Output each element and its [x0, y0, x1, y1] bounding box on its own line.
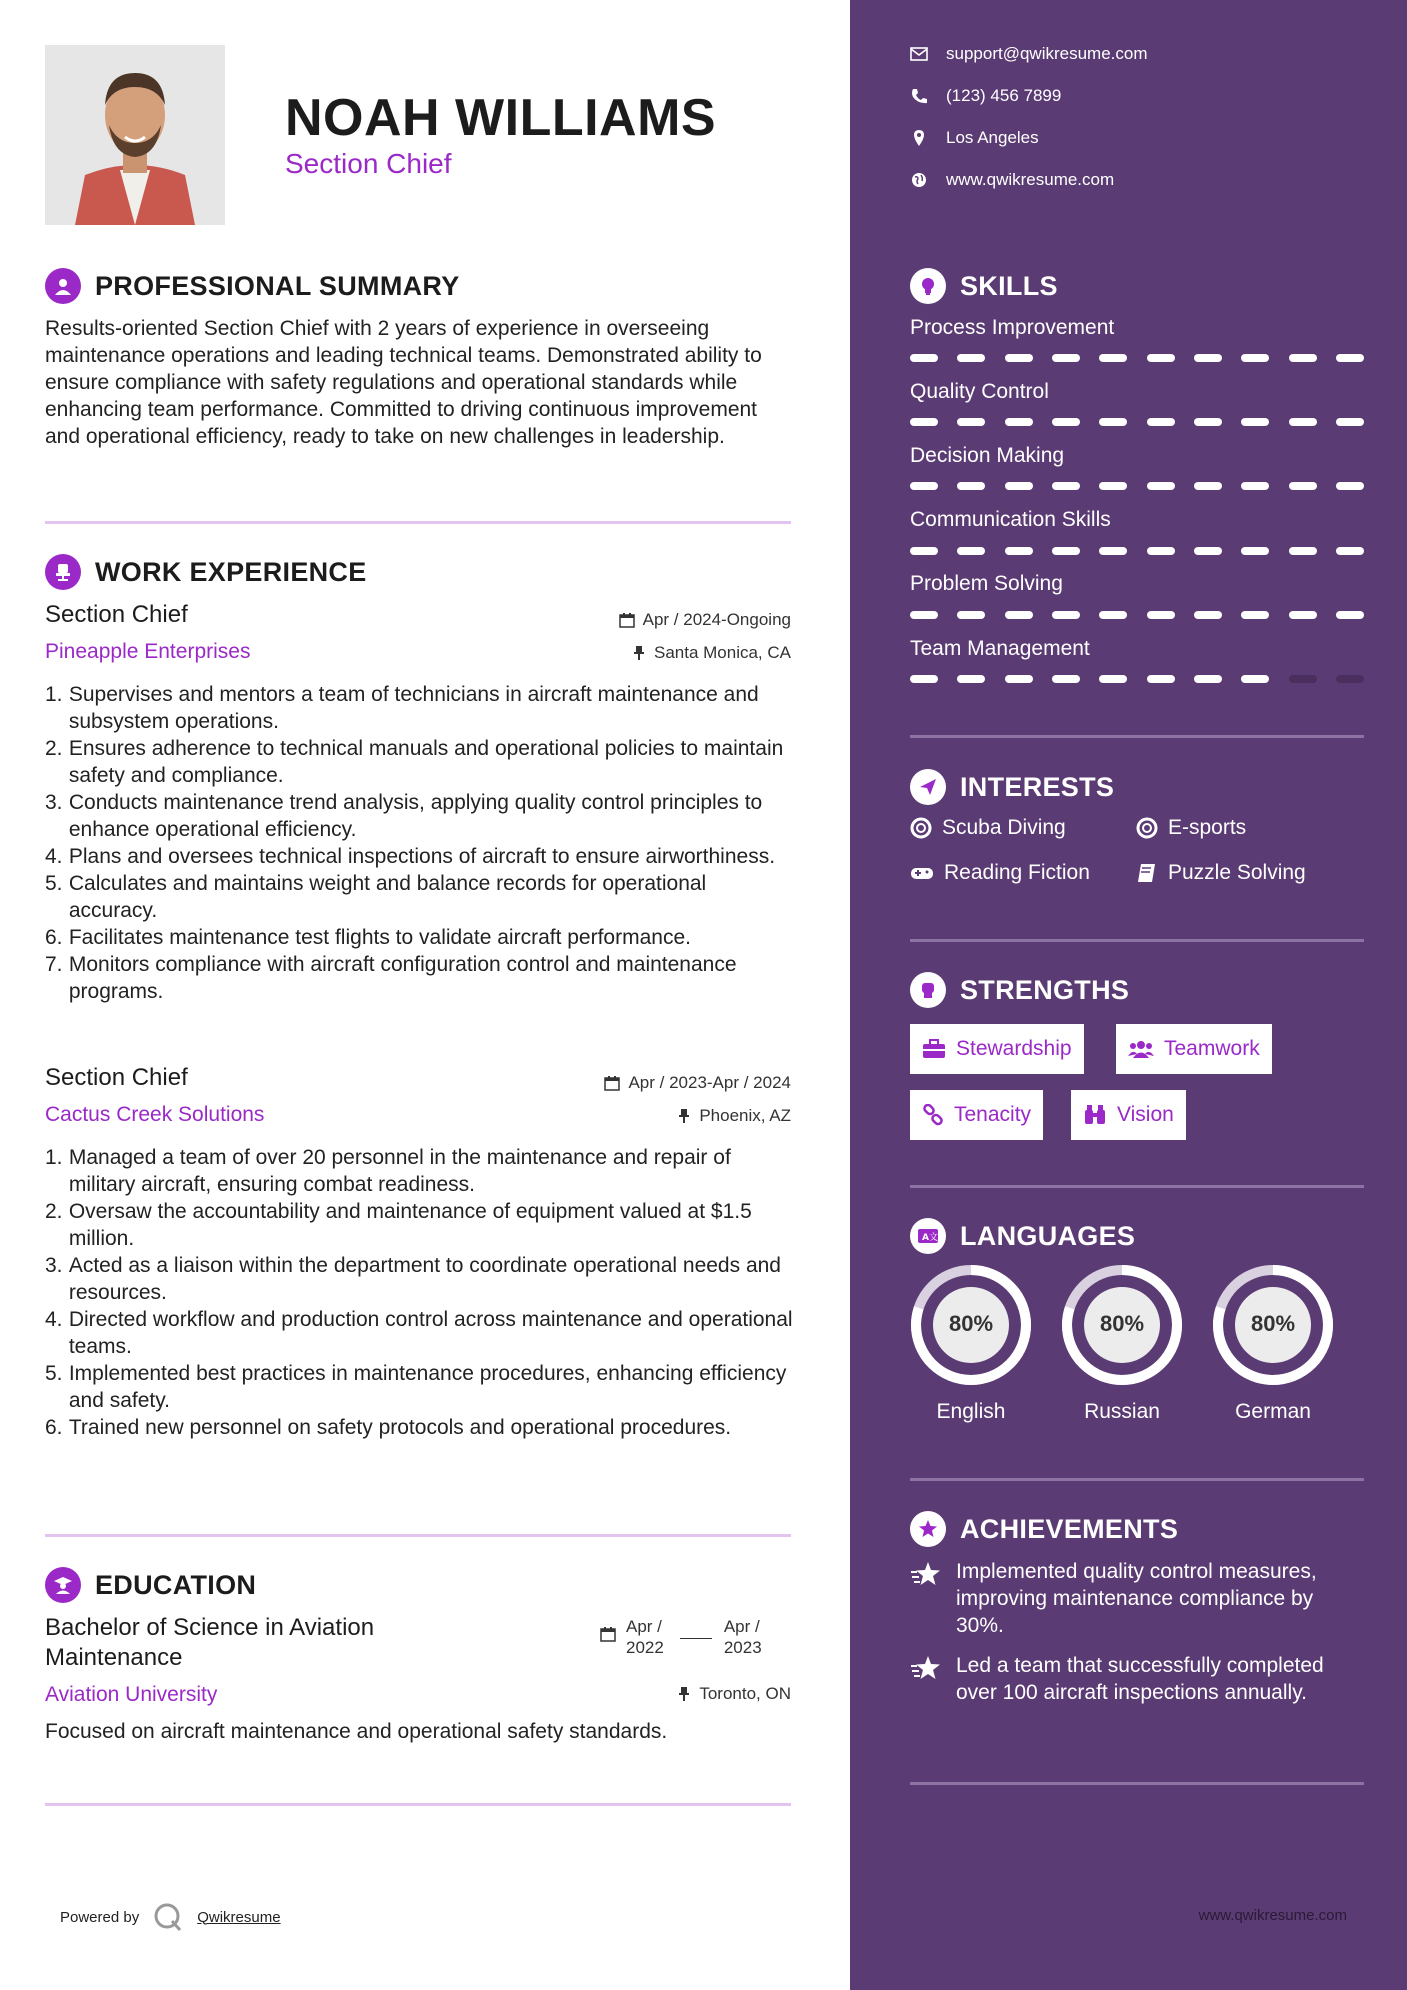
skill-name: Process Improvement: [910, 316, 1115, 339]
calendar-icon: [600, 1626, 616, 1642]
strength-chip: Tenacity: [910, 1090, 1043, 1140]
summary-heading: [45, 268, 460, 304]
phone-icon: [910, 87, 928, 105]
skill-rating-segment: [1147, 354, 1175, 362]
contact-email: [910, 44, 1148, 64]
skill-name: Quality Control: [910, 380, 1049, 403]
divider: [910, 1185, 1364, 1188]
contact-phone: [910, 86, 1061, 106]
list-item: 2. Oversaw the accountability and maintenance of equipment valued at $1.5 million.: [45, 1200, 752, 1250]
education-date: [600, 1616, 762, 1658]
binoculars-icon: [1083, 1104, 1107, 1126]
list-item: 6. Trained new personnel on safety protocols and operational procedures.: [45, 1416, 732, 1439]
summary-title: PROFESSIONAL SUMMARY: [95, 270, 460, 301]
job-date-text: Apr / 2023-Apr / 2024: [628, 1073, 791, 1092]
education-heading: [45, 1567, 256, 1603]
skill-rating-segment: [1052, 675, 1080, 683]
skills-heading: [910, 268, 1058, 304]
skill-rating-segment: [1241, 354, 1269, 362]
skill-rating-segment: [957, 354, 985, 362]
phone-text: (123) 456 7899: [946, 86, 1062, 105]
skill-rating-segment: [1147, 675, 1175, 683]
qwikresume-link[interactable]: Qwikresume: [197, 1908, 281, 1926]
list-item: 3. Conducts maintenance trend analysis, applying quality control principles to enhance operational efficiency.: [45, 791, 763, 841]
skill-rating-segment: [1241, 611, 1269, 619]
pin-icon: [632, 645, 646, 661]
skill-rating-segment: [1052, 418, 1080, 426]
education-description: Focused on aircraft maintenance and operational safety standards.: [45, 1720, 668, 1743]
job-location-text: Phoenix, AZ: [699, 1106, 791, 1125]
interest-item: Scuba Diving: [910, 816, 1066, 840]
skill-rating-segment: [1099, 611, 1127, 619]
interests-heading: [910, 769, 1114, 805]
strengths-title: STRENGTHS: [960, 974, 1130, 1005]
divider: [45, 1803, 791, 1806]
skill-name: Communication Skills: [910, 508, 1111, 531]
website-text[interactable]: www.qwikresume.com: [946, 170, 1115, 189]
skill-rating: [910, 418, 1364, 426]
job-date: [604, 1073, 791, 1093]
job-title: Section Chief: [45, 601, 188, 628]
lifebuoy-icon: [1136, 817, 1158, 839]
skill-rating-segment: [957, 482, 985, 490]
skill-rating-segment: [1289, 675, 1317, 683]
skill-rating-segment: [957, 547, 985, 555]
divider: [45, 521, 791, 524]
fist-icon: [910, 972, 946, 1008]
list-item: 5. Implemented best practices in maintenance procedures, enhancing efficiency and safety.: [45, 1362, 787, 1412]
skill-rating-segment: [1147, 482, 1175, 490]
skill-rating-segment: [1052, 547, 1080, 555]
chair-icon: [45, 554, 81, 590]
education-location-text: Toronto, ON: [699, 1684, 791, 1703]
skill-rating-segment: [1336, 418, 1364, 426]
skill-rating: [910, 547, 1364, 555]
footer-website[interactable]: www.qwikresume.com: [1198, 1907, 1347, 1924]
skill-rating-segment: [957, 611, 985, 619]
skill-rating-segment: [1289, 482, 1317, 490]
school-name: Aviation University: [45, 1683, 218, 1706]
skill-rating-segment: [1005, 482, 1033, 490]
divider: [910, 1782, 1364, 1785]
skill-rating-segment: [957, 675, 985, 683]
skill-rating-segment: [910, 675, 938, 683]
skill-rating-segment: [910, 418, 938, 426]
job-location-text: Santa Monica, CA: [653, 643, 791, 662]
strength-chip: Teamwork: [1116, 1024, 1272, 1074]
divider: [910, 1478, 1364, 1481]
languages-title: LANGUAGES: [960, 1220, 1136, 1251]
skill-rating-segment: [1241, 418, 1269, 426]
company-name: Pineapple Enterprises: [45, 640, 251, 663]
skill-rating-segment: [1194, 418, 1222, 426]
skill-rating-segment: [1099, 547, 1127, 555]
skill-rating-segment: [1194, 482, 1222, 490]
skill-rating: [910, 611, 1364, 619]
contact-location: [910, 128, 1039, 148]
pin-icon: [677, 1686, 691, 1702]
globe-icon: [910, 171, 928, 189]
interest-item: E-sports: [1136, 816, 1246, 840]
email-text[interactable]: support@qwikresume.com: [946, 44, 1148, 63]
list-item: 3. Acted as a liaison within the department to coordinate operational needs and resources.: [45, 1254, 781, 1304]
language-name: German: [1235, 1400, 1311, 1423]
gamepad-icon: [910, 864, 934, 882]
contact-website: [910, 170, 1114, 190]
summary-text: Results-oriented Section Chief with 2 years of experience in overseeing maintenance operations and leading technical teams. Demonstrated ability to ensure compliance with safety regulations and operational standards while enhancing team performance. Committed to driving continuous improvement and operational efficiency, ready to take on new challenges in leadership.: [45, 317, 762, 448]
location-text: Los Angeles: [946, 128, 1039, 147]
users-icon: [1128, 1039, 1154, 1059]
skill-name: Problem Solving: [910, 572, 1063, 595]
skill-rating-segment: [1194, 547, 1222, 555]
list-item: 4. Directed workflow and production control across maintenance and operational teams.: [45, 1308, 793, 1358]
powered-by-label: Powered by: [60, 1908, 140, 1926]
language-percent: 80%: [1099, 1311, 1145, 1336]
skill-name: Decision Making: [910, 444, 1065, 467]
education-title: EDUCATION: [95, 1569, 257, 1600]
lightbulb-icon: [910, 268, 946, 304]
skill-rating-segment: [1099, 482, 1127, 490]
star-icon: [910, 1654, 942, 1682]
skill-rating: [910, 482, 1364, 490]
sidebar: [850, 0, 1407, 1990]
list-item: 1. Managed a team of over 20 personnel in the maintenance and repair of military aircraft, ensuring combat readiness.: [45, 1146, 731, 1196]
education-location: [677, 1684, 791, 1704]
skill-rating-segment: [1194, 675, 1222, 683]
interest-item: Puzzle Solving: [1136, 861, 1306, 885]
skill-rating-segment: [1289, 547, 1317, 555]
job-duties: [45, 681, 795, 1005]
skill-rating-segment: [1289, 354, 1317, 362]
divider: [910, 735, 1364, 738]
job-duties: [45, 1144, 795, 1441]
skill-rating-segment: [1289, 611, 1317, 619]
list-item: 2. Ensures adherence to technical manuals and operational policies to maintain safety and compliance.: [45, 737, 784, 787]
interest-item: Reading Fiction: [910, 861, 1090, 885]
svg-text:A: A: [922, 1233, 929, 1243]
star-icon: [910, 1560, 942, 1588]
skill-rating-segment: [1099, 418, 1127, 426]
skill-rating-segment: [1099, 354, 1127, 362]
skill-rating-segment: [1147, 547, 1175, 555]
list-item: 5. Calculates and maintains weight and balance records for operational accuracy.: [45, 872, 707, 922]
skill-rating-segment: [1336, 611, 1364, 619]
education-end: Apr / 2023: [723, 1617, 762, 1657]
job-date-text: Apr / 2024-Ongoing: [642, 610, 791, 629]
skill-rating-segment: [1336, 675, 1364, 683]
envelope-icon: [910, 45, 928, 63]
company-name: Cactus Creek Solutions: [45, 1103, 265, 1126]
language-name: Russian: [1084, 1400, 1160, 1423]
briefcase-icon: [922, 1039, 946, 1059]
skill-rating-segment: [910, 611, 938, 619]
skill-rating-segment: [1147, 611, 1175, 619]
skill-rating-segment: [1052, 482, 1080, 490]
date-separator: [674, 1616, 714, 1658]
skill-rating-segment: [1336, 354, 1364, 362]
job-title: Section Chief: [45, 1064, 188, 1091]
candidate-name: NOAH WILLIAMS: [285, 89, 717, 147]
skill-rating-segment: [1194, 354, 1222, 362]
translate-icon: [910, 1218, 946, 1254]
skill-rating-segment: [1336, 482, 1364, 490]
skill-rating: [910, 675, 1364, 683]
strength-chip: Stewardship: [910, 1024, 1084, 1074]
user-icon: [45, 268, 81, 304]
qwikresume-logo-icon: [153, 1902, 183, 1932]
list-item: 4. Plans and oversees technical inspections of aircraft to ensure airworthiness.: [45, 845, 776, 868]
paper-plane-icon: [910, 769, 946, 805]
list-item: 7. Monitors compliance with aircraft configuration control and maintenance programs.: [45, 953, 737, 1003]
graduate-icon: [45, 1567, 81, 1603]
skill-rating-segment: [1147, 418, 1175, 426]
job-date: [619, 610, 791, 630]
achievements-heading: [910, 1511, 1178, 1547]
skill-rating-segment: [1241, 547, 1269, 555]
achievement-item: Led a team that successfully completed over 100 aircraft inspections annually.: [910, 1652, 1360, 1706]
star-badge-icon: [910, 1511, 946, 1547]
skill-rating-segment: [1289, 418, 1317, 426]
language-name: English: [936, 1400, 1006, 1423]
education-start: Apr / 2022: [626, 1617, 664, 1657]
candidate-title: Section Chief: [285, 148, 452, 179]
list-item: 1. Supervises and mentors a team of technicians in aircraft maintenance and subsystem operations.: [45, 683, 759, 733]
skill-rating-segment: [1005, 354, 1033, 362]
job-location: [632, 643, 791, 663]
skill-rating-segment: [1052, 354, 1080, 362]
languages-heading: [910, 1218, 1135, 1254]
skill-name: Team Management: [910, 637, 1090, 660]
skill-rating-segment: [1241, 482, 1269, 490]
language-percent: 80%: [1250, 1311, 1296, 1336]
degree-title: Bachelor of Science in Aviation Maintenance: [45, 1614, 375, 1671]
experience-heading: [45, 554, 367, 590]
skill-rating-segment: [1099, 675, 1127, 683]
job-location: [677, 1106, 791, 1126]
experience-title: WORK EXPERIENCE: [95, 556, 367, 587]
skill-rating-segment: [910, 354, 938, 362]
achievement-item: Implemented quality control measures, improving maintenance compliance by 30%.: [910, 1558, 1360, 1639]
calendar-icon: [619, 612, 635, 628]
skill-rating-segment: [1005, 547, 1033, 555]
divider: [45, 1534, 791, 1537]
skill-rating-segment: [957, 418, 985, 426]
lifebuoy-icon: [910, 817, 932, 839]
skill-rating-segment: [910, 482, 938, 490]
skill-rating-segment: [1005, 675, 1033, 683]
pin-icon: [677, 1108, 691, 1124]
divider: [910, 939, 1364, 942]
skills-title: SKILLS: [960, 270, 1058, 301]
skill-rating-segment: [1052, 611, 1080, 619]
interests-title: INTERESTS: [960, 771, 1115, 802]
calendar-icon: [604, 1075, 620, 1091]
skill-rating-segment: [910, 547, 938, 555]
skill-rating-segment: [1005, 611, 1033, 619]
link-icon: [922, 1104, 944, 1126]
skill-rating-segment: [1241, 675, 1269, 683]
skill-rating-segment: [1336, 547, 1364, 555]
skill-rating-segment: [1194, 611, 1222, 619]
skill-rating: [910, 354, 1364, 362]
svg-text:文: 文: [929, 1233, 939, 1243]
achievements-title: ACHIEVEMENTS: [960, 1513, 1179, 1544]
book-icon: [1136, 862, 1158, 884]
map-pin-icon: [910, 129, 928, 147]
language-percent: 80%: [948, 1311, 994, 1336]
skill-rating-segment: [1005, 418, 1033, 426]
strength-chip: Vision: [1071, 1090, 1186, 1140]
list-item: 6. Facilitates maintenance test flights to validate aircraft performance.: [45, 926, 691, 949]
powered-by: [60, 1902, 281, 1932]
strengths-heading: [910, 972, 1129, 1008]
profile-photo: [45, 45, 225, 225]
